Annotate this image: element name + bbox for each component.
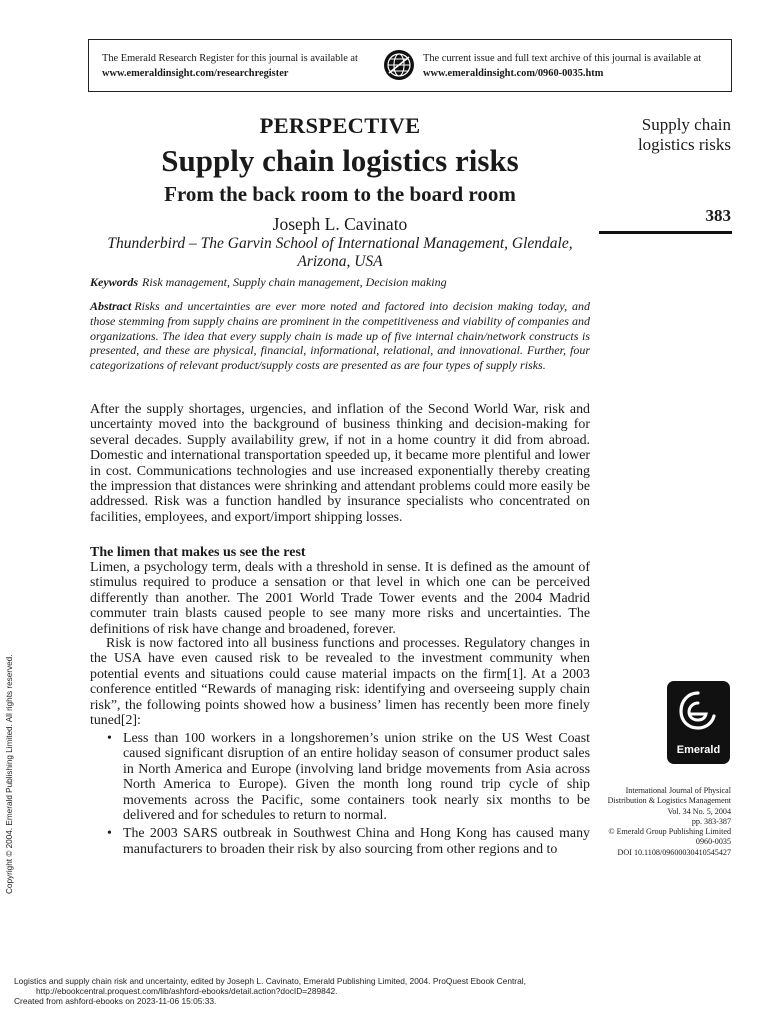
running-title-line-2: logistics risks (637, 135, 731, 154)
paragraph-1: After the supply shortages, urgencies, and inflation of the Second World War, risk and uncertainty moved into the background of business thinking and decision-making for several decades. Supply availability grew, if not in a home country it did from abroad. Domestic and international transportation speeded up, it became more plentiful and lower in cost. Communications technologies and use increased exponentially thereby creating the impression that distances were shrinking and attendant problems could more easily be addressed. Risk was a function handled by insurance specialists who concentrated on facilities, employees, and export/import shipping losses. (90, 402, 590, 525)
journal-info-line: International Journal of Physical (625, 786, 731, 795)
journal-info-line: Vol. 34 No. 5, 2004 (667, 806, 731, 816)
keywords-label: Keywords (90, 275, 138, 289)
journal-info-line: pp. 383-387 (691, 816, 731, 826)
journal-info-line: DOI 10.1108/09600030410545427 (617, 847, 731, 857)
author-affiliation (90, 235, 590, 271)
bullet-icon: • (107, 826, 112, 842)
journal-info-line: © Emerald Group Publishing Limited (608, 827, 731, 837)
running-title-line-1: Supply chain (641, 115, 731, 134)
article-subtitle: From the back room to the board room (164, 182, 516, 206)
page-number: 383 (705, 206, 731, 225)
archive-link[interactable]: www.emeraldinsight.com/0960-0035.htm (423, 68, 604, 79)
logo-text: Emerald (676, 744, 721, 756)
paragraph-3-text: Risk is now factored into all business functions and processes. Regulatory changes in the USA have even caused risk to be revealed to the investment community when potential events and situations could cause material impacts on the firm[1]. At a 2003 conference entitled “Rewards of managing risk: identifying and overseeing supply chain risk”, the following points showed how a business’ limen has recently been more finely tuned[2]: (90, 636, 590, 729)
running-title (638, 115, 731, 155)
page-number-rule (599, 231, 732, 234)
archive-notice (423, 51, 701, 81)
abstract-text: Risks and uncertainties are ever more noted and factored into decision making today, and those stemming from supply chains are prominent in the competitiveness and viability of companies and organizations. The idea that every supply chain is made up of five internal chain/network constructs is presented, and these are physical, financial, informational, relational, and innovational. Further, four categorizations of relevant product/supply costs are presented as are four types of supply risks. (90, 299, 590, 373)
citation-footer (14, 976, 526, 1006)
section-heading: The limen that makes us see the rest (90, 545, 306, 560)
research-register-notice (102, 51, 358, 81)
footer-link[interactable]: http://ebookcentral.proquest.com/lib/ashford-ebooks/detail.action?docID=289842. (36, 986, 338, 996)
keywords-text: Risk management, Supply chain management, Decision making (142, 275, 447, 289)
register-box (88, 39, 732, 92)
list-item-text: Less than 100 workers in a longshoremen’s union strike on the US West Coast caused significant disruption of an entire holiday season of consumer product sales in North America and Europe (involving land bridge movements from Asia across North America to Europe). Given the month long round trip cycle of ship movements across the Pacific, some containers took nearly six months to be delivered and for schedules to return to normal. (123, 731, 590, 824)
affiliation-line-1: Thunderbird – The Garvin School of International Management, Glendale, (107, 235, 573, 252)
paragraph-2: Limen, a psychology term, deals with a threshold in sense. It is defined as the amount of stimulus required to produce a sensation or that level in which one can be perceived differently than another. The 2001 World Trade Tower events and the 2004 Madrid commuter train blasts caused people to see many more risks and uncertainties. The definitions of risk have change and broadened, forever. (90, 560, 590, 637)
author-name: Joseph L. Cavinato (272, 214, 408, 234)
bullet-list (90, 731, 590, 860)
list-item (90, 826, 590, 857)
research-register-text: The Emerald Research Register for this journal is available at (102, 53, 358, 64)
abstract (90, 299, 590, 373)
emerald-logo-icon (667, 681, 730, 741)
footer-line-1: Logistics and supply chain risk and uncertainty, edited by Joseph L. Cavinato, Emerald Publishing Limited, 2004. ProQuest Ebook Central, (14, 976, 526, 986)
footer-line-3: Created from ashford-ebooks on 2023-11-06 15:05:33. (14, 996, 217, 1006)
abstract-label: Abstract (90, 299, 132, 313)
globe-icon (383, 49, 415, 81)
affiliation-line-2: Arizona, USA (297, 253, 383, 270)
keywords (90, 275, 590, 290)
article-title: Supply chain logistics risks (161, 143, 519, 178)
journal-info-line: 0960-0035 (695, 837, 731, 847)
vertical-copyright: Copyright © 2004. Emerald Publishing Limited. All rights reserved. (5, 654, 14, 894)
list-item-text: The 2003 SARS outbreak in Southwest China and Hong Kong has caused many manufacturers to broaden their risk by also sourcing from other regions and to (123, 826, 590, 857)
list-item (90, 731, 590, 823)
section-label: PERSPECTIVE (259, 113, 421, 138)
archive-text: The current issue and full text archive of this journal is available at (423, 53, 702, 64)
research-register-link[interactable]: www.emeraldinsight.com/researchregister (102, 68, 289, 79)
bullet-icon: • (107, 731, 112, 746)
emerald-logo (667, 681, 730, 764)
journal-info (581, 786, 731, 858)
journal-info-line: Distribution & Logistics Management (607, 796, 731, 806)
paragraph-3 (90, 636, 590, 728)
